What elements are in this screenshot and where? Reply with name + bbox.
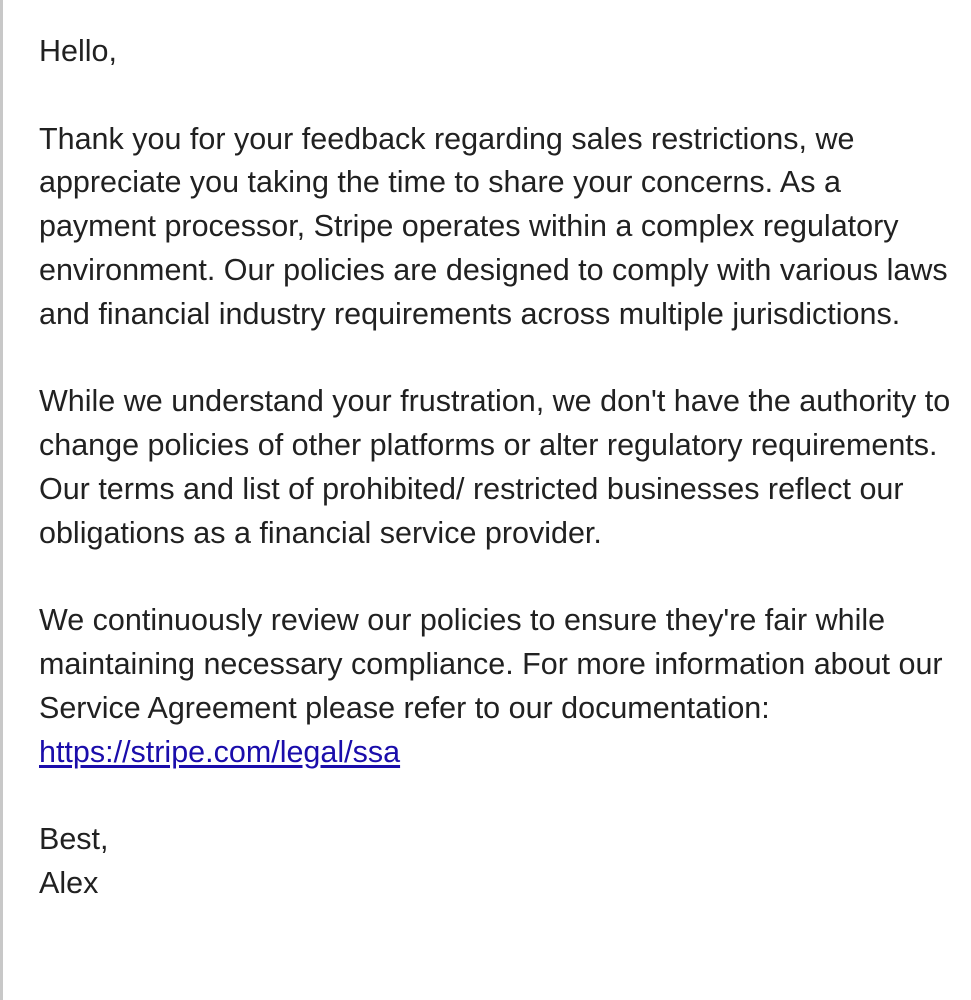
paragraph-authority: While we understand your frustration, we don't have the authority to change policies of other platforms or alter regulatory requirements. Our terms and list of prohibited/ restricted businesses reflect our obligations as a financial service provider. [39, 384, 951, 550]
paragraph-feedback: Thank you for your feedback regarding sales restrictions, we appreciate you taking the time to share your concerns. As a payment processor, Stripe operates within a complex regulatory environment. Our policies are designed to comply with various laws and financial industry requirements across multiple jurisdictions. [39, 121, 948, 331]
signature: Alex [39, 866, 99, 901]
paragraph-review-text: We continuously review our policies to ensure they're fair while maintaining necessary compliance. For more information about our Service Agreement please refer to our documentation: [39, 603, 943, 725]
signoff: Best, [39, 822, 109, 857]
email-body [39, 30, 954, 906]
paragraph-review [39, 599, 954, 774]
left-border [0, 0, 3, 1000]
ssa-link[interactable]: https://stripe.com/legal/ssa [39, 734, 401, 769]
greeting: Hello, [39, 34, 117, 68]
